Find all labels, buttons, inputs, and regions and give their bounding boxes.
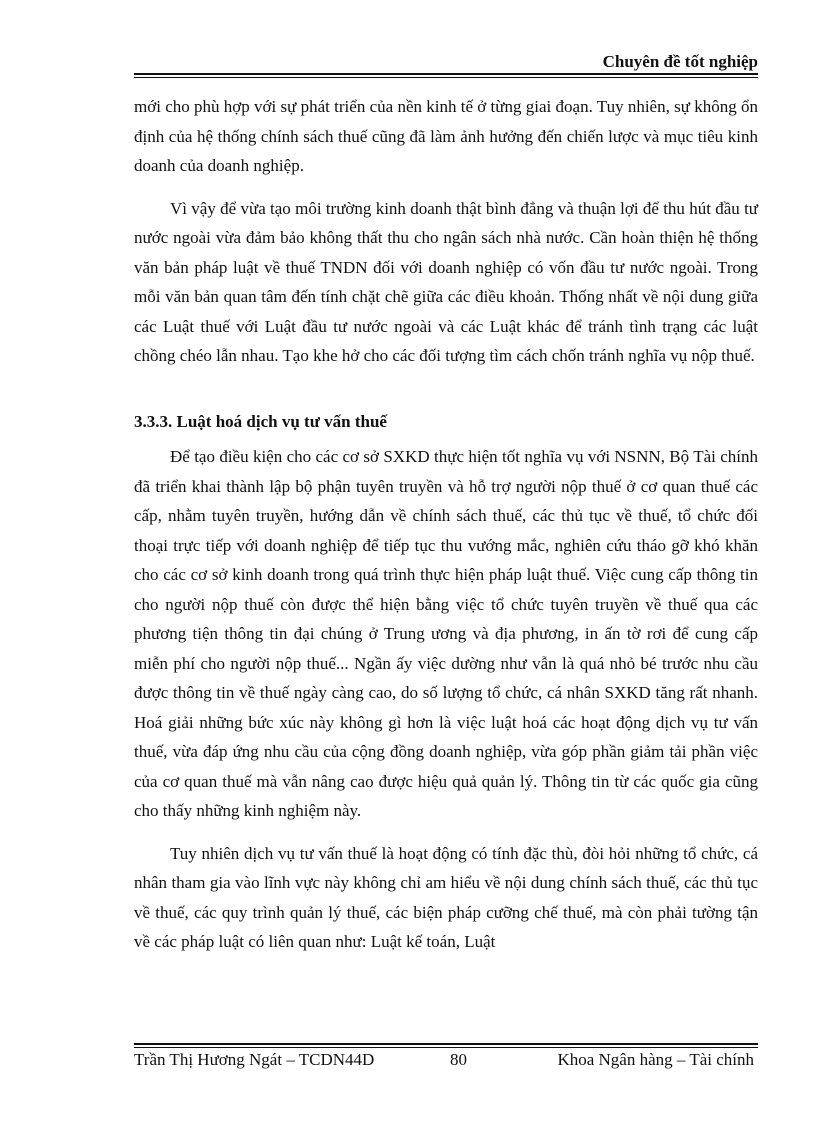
header-title: Chuyên đề tốt nghiệp — [602, 52, 758, 71]
footer-rule-thin — [134, 1047, 758, 1048]
paragraph-tax-law-improvement: Vì vậy để vừa tạo môi trường kinh doanh thật bình đẳng và thuận lợi để thu hút đầu tư nước ngoài vừa đảm bảo không thất thu cho ngân sách nhà nước. Cần hoàn thiện hệ thống văn bản pháp luật về thuế TNDN đối với doanh nghiệp có vốn đầu tư nước ngoài. Trong mỗi văn bản quan tâm đến tính chặt chẽ giữa các điều khoản. Thống nhất về nội dung giữa các Luật thuế với Luật đầu tư nước ngoài và các Luật khác để tránh tình trạng các luật chồng chéo lẫn nhau. Tạo khe hở cho các đối tượng tìm cách chốn tránh nghĩa vụ nộp thuế. — [134, 198, 758, 365]
page-footer — [134, 1043, 758, 1073]
document-body — [134, 92, 758, 970]
paragraph-continuation: mới cho phù hợp với sự phát triển của nền kinh tế ở từng giai đoạn. Tuy nhiên, sự không ổn định của hệ thống chính sách thuế cũng đã làm ảnh hưởng đến chiến lược và mục tiêu kinh doanh của doanh nghiệp. — [134, 97, 758, 175]
footer-author: Trần Thị Hương Ngát – TCDN44D — [134, 1050, 375, 1069]
paragraph-tax-support: Để tạo điều kiện cho các cơ sở SXKD thực hiện tốt nghĩa vụ với NSNN, Bộ Tài chính đã triển khai thành lập bộ phận tuyên truyền và hỗ trợ người nộp thuế ở cơ quan thuế các cấp, nhằm tuyên truyền, hướng dẫn về chính sách thuế, các thủ tục về thuế, tổ chức đối thoại trực tiếp với doanh nghiệp để tiếp tục thu vướng mắc, nghiên cứu tháo gỡ khó khăn cho các cơ sở kinh doanh trong quá trình thực hiện pháp luật thuế. Việc cung cấp thông tin cho người nộp thuế còn được thể hiện bằng việc tổ chức tuyên truyền về thuế qua các phương tiện thông tin đại chúng ở Trung ương và địa phương, in ấn tờ rơi để cung cấp miễn phí cho người nộp thuế... Ngần ấy việc dường như vẫn là quá nhỏ bé trước nhu cầu được thông tin về thuế ngày càng cao, do số lượng tổ chức, cá nhân SXKD tăng rất nhanh. Hoá giải những bức xúc này không gì hơn là việc luật hoá các hoạt động dịch vụ tư vấn thuế, vừa đáp ứng nhu cầu của cộng đồng doanh nghiệp, vừa góp phần giảm tải phần việc của cơ quan thuế mà vẫn nâng cao được hiệu quả quản lý. Thông tin từ các quốc gia cũng cho thấy những kinh nghiệm này. — [134, 447, 758, 820]
page-header — [134, 52, 758, 80]
header-rule-thick — [134, 73, 758, 75]
footer-rule-thick — [134, 1043, 758, 1045]
footer-department: Khoa Ngân hàng – Tài chính — [557, 1050, 754, 1069]
paragraph-tax-consulting: Tuy nhiên dịch vụ tư vấn thuế là hoạt động có tính đặc thù, đòi hỏi những tổ chức, cá nhân tham gia vào lĩnh vực này không chỉ am hiểu về nội dung chính sách thuế, các thủ tục về thuế, các quy trình quản lý thuế, các biện pháp cưỡng chế thuế, mà còn phải tường tận về các pháp luật có liên quan như: Luật kế toán, Luật — [134, 843, 758, 951]
header-rule-thin — [134, 77, 758, 78]
section-heading: 3.3.3. Luật hoá dịch vụ tư vấn thuế — [134, 411, 387, 431]
page-number: 80 — [450, 1050, 467, 1069]
